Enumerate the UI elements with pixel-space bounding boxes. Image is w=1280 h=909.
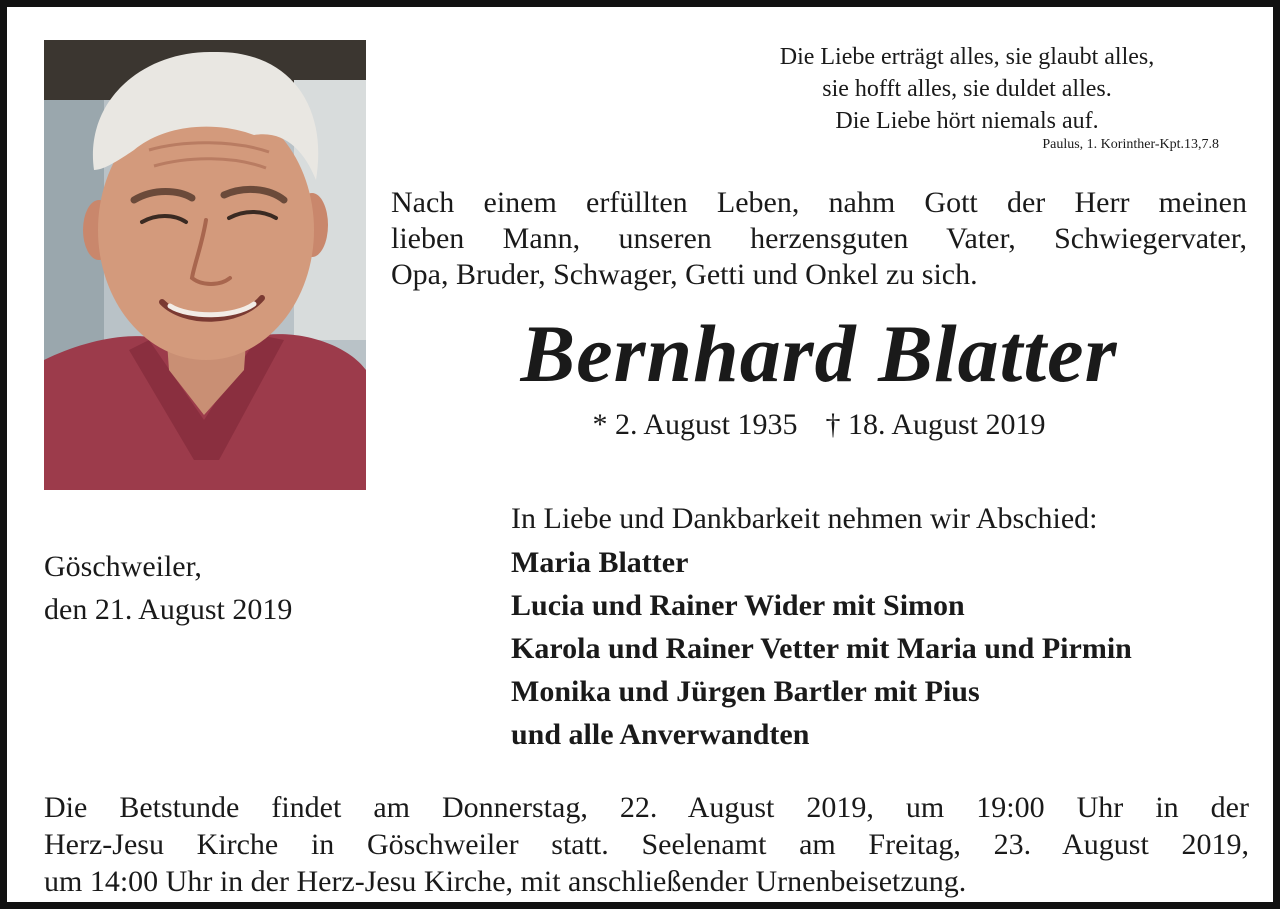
intro-line: Opa, Bruder, Schwager, Getti und Onkel zu sich. [391, 258, 978, 291]
service-line: Herz-Jesu Kirche in Göschweiler statt. Seelenamt am Freitag, 23. August 2019, [44, 828, 1249, 861]
intro-line: Nach einem erfüllten Leben, nahm Gott der Herr meinen [391, 186, 1247, 219]
verse-source: Paulus, 1. Korinther-Kpt.13,7.8 [1042, 137, 1219, 152]
service-line: um 14:00 Uhr in der Herz-Jesu Kirche, mit anschließender Urnenbeisetzung. [44, 865, 967, 898]
bible-verse [707, 41, 1227, 137]
intro-text [391, 185, 1247, 293]
mourner-entry: und alle Anverwandten [511, 718, 810, 751]
deceased-name: Bernhard Blatter [520, 308, 1118, 399]
service-info [44, 789, 1249, 900]
mourners-list [511, 541, 1132, 756]
verse-line: Die Liebe erträgt alles, sie glaubt alles, [779, 44, 1155, 70]
verse-line: Die Liebe hört niemals auf. [835, 108, 1099, 134]
intro-line: lieben Mann, unseren herzensguten Vater, Schwiegervater, [391, 222, 1247, 255]
place-line: Göschweiler, [44, 550, 202, 583]
death-date: † 18. August 2019 [825, 408, 1046, 441]
mourner-entry: Maria Blatter [511, 546, 689, 579]
portrait-photo [44, 40, 366, 490]
mourner-entry: Monika und Jürgen Bartler mit Pius [511, 675, 980, 708]
place-and-date [44, 545, 292, 631]
date-line: den 21. August 2019 [44, 593, 293, 626]
mourner-entry: Lucia und Rainer Wider mit Simon [511, 589, 965, 622]
verse-line: sie hofft alles, sie duldet alles. [822, 76, 1112, 102]
farewell-line: In Liebe und Dankbarkeit nehmen wir Abschied: [511, 502, 1098, 535]
birth-date: * 2. August 1935 [592, 408, 798, 441]
service-line: Die Betstunde findet am Donnerstag, 22. August 2019, um 19:00 Uhr in der [44, 791, 1249, 824]
mourner-entry: Karola und Rainer Vetter mit Maria und Pirmin [511, 632, 1132, 665]
life-dates [391, 405, 1247, 445]
